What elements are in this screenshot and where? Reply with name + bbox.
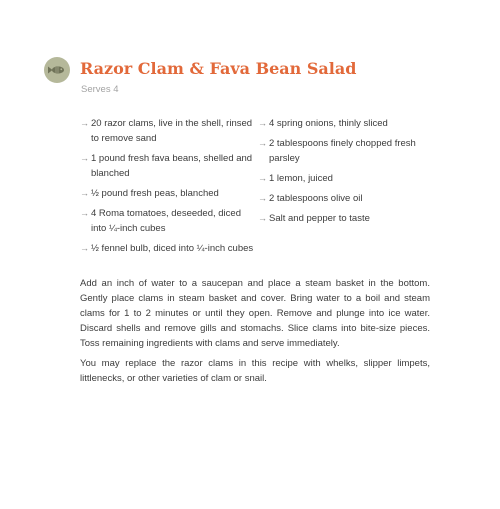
ingredient-text: ½ pound fresh peas, blanched bbox=[91, 188, 219, 199]
ingredient-item bbox=[80, 151, 258, 181]
ingredient-text: Salt and pepper to taste bbox=[269, 213, 370, 224]
recipe-serves: Serves 4 bbox=[81, 84, 119, 95]
arrow-icon: → bbox=[80, 208, 89, 218]
ingredient-text: 2 tablespoons olive oil bbox=[269, 193, 363, 204]
arrow-icon: → bbox=[258, 193, 267, 203]
instructions-paragraph: Add an inch of water to a saucepan and place a steam basket in the bottom. Gently place clams in steam basket and cover. Bring water to a boil and steam clams for 1 to 2 minutes or until they open. Remove and plunge into ice water. Discard shells and remove gills and stomachs. Slice clams into bite-size pieces. Toss remaining ingredients with clams and serve immediately. bbox=[80, 278, 430, 349]
arrow-icon: → bbox=[258, 213, 267, 223]
recipe-badge bbox=[44, 57, 70, 83]
recipe-title: Razor Clam & Fava Bean Salad bbox=[80, 59, 357, 78]
arrow-icon: → bbox=[80, 118, 89, 128]
ingredients-list-left bbox=[80, 116, 258, 261]
ingredient-item bbox=[80, 116, 258, 146]
ingredient-item bbox=[80, 241, 258, 256]
arrow-icon: → bbox=[258, 138, 267, 148]
arrow-icon: → bbox=[80, 188, 89, 198]
ingredient-text: 4 spring onions, thinly sliced bbox=[269, 118, 388, 129]
ingredient-item bbox=[258, 211, 448, 226]
ingredient-item bbox=[80, 206, 258, 236]
fish-icon bbox=[44, 57, 70, 83]
arrow-icon: → bbox=[80, 243, 89, 253]
ingredient-item bbox=[258, 116, 448, 131]
arrow-icon: → bbox=[258, 118, 267, 128]
note-paragraph: You may replace the razor clams in this recipe with whelks, slipper limpets, littlenecks, or other varieties of clam or snail. bbox=[80, 358, 430, 384]
arrow-icon: → bbox=[80, 153, 89, 163]
ingredient-item bbox=[258, 136, 448, 166]
ingredient-item bbox=[80, 186, 258, 201]
arrow-icon: → bbox=[258, 173, 267, 183]
ingredient-item bbox=[258, 191, 448, 206]
ingredients-list-right bbox=[258, 116, 448, 231]
ingredient-text: 2 tablespoons finely chopped fresh parsley bbox=[269, 138, 416, 164]
ingredient-text: 1 lemon, juiced bbox=[269, 173, 333, 184]
ingredient-text: 20 razor clams, live in the shell, rinsed to remove sand bbox=[91, 118, 253, 144]
ingredient-text: ½ fennel bulb, diced into ¼-inch cubes bbox=[91, 243, 254, 254]
ingredient-text: 1 pound fresh fava beans, shelled and blanched bbox=[91, 153, 253, 179]
ingredient-item bbox=[258, 171, 448, 186]
ingredient-text: 4 Roma tomatoes, deseeded, diced into ¼-inch cubes bbox=[91, 208, 241, 234]
